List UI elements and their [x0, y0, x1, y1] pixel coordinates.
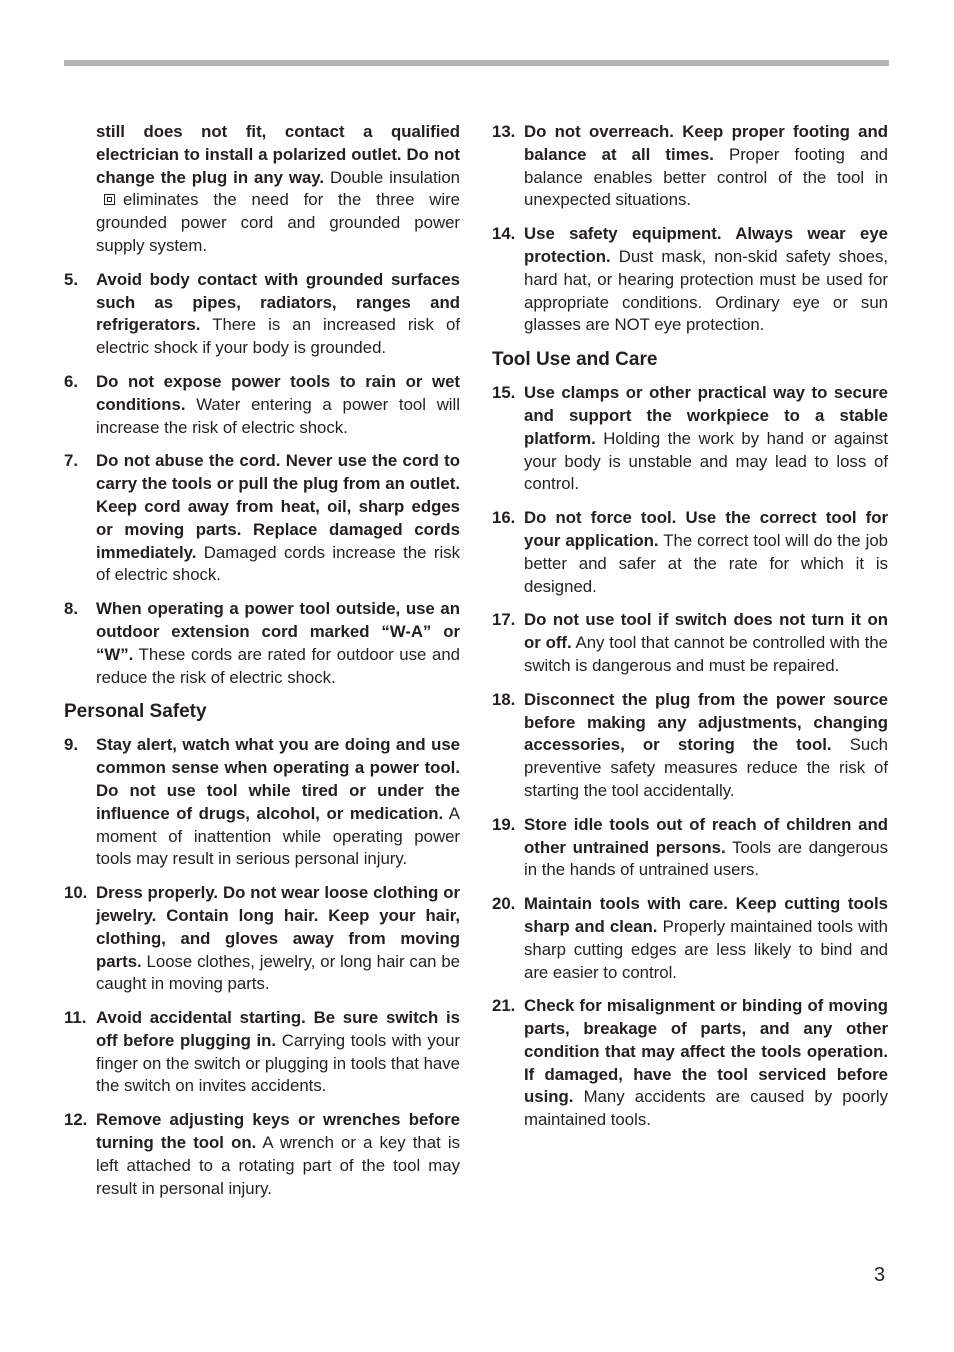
- item-bold: Check for misalignment or binding of moving parts, breakage of parts, and any other condition that may affect the tools operation. If damaged, have the tool serviced before using.: [524, 996, 888, 1107]
- item-bold: Maintain tools with care. Keep cutting tools sharp and clean.: [524, 894, 888, 936]
- continued-text-after: eliminates the need for the three wire grounded power cord and grounded power supply system.: [96, 190, 460, 255]
- item-body: [96, 734, 460, 871]
- list-item-7: [64, 450, 460, 587]
- item-number: 12.: [64, 1110, 88, 1130]
- item-number: 21.: [492, 996, 516, 1016]
- continued-item: [64, 121, 460, 258]
- item-text: These cords are rated for outdoor use and reduce the risk of electric shock.: [96, 644, 460, 687]
- page-number: 3: [874, 1264, 886, 1286]
- item-number: 15.: [492, 383, 516, 403]
- item-text: Any tool that cannot be controlled with the switch is dangerous and must be repaired.: [524, 633, 888, 675]
- item-body: [524, 223, 888, 337]
- item-text: Carrying tools with your finger on the switch or plugging in tools that have the switch on invites accidents.: [96, 1030, 460, 1096]
- item-bold: Avoid accidental starting. Be sure switch is off before plugging in.: [96, 1008, 460, 1050]
- list-item-15: [492, 382, 888, 496]
- item-body: [524, 382, 888, 496]
- list-item-12: [64, 1109, 460, 1200]
- list-item-21: [492, 995, 888, 1132]
- list-item-17: [492, 609, 888, 677]
- continued-bold: still does not fit, contact a qualified electrician to install a polarized outlet. Do not change the plug in any way.: [96, 122, 460, 187]
- item-number: 20.: [492, 894, 516, 914]
- item-number: 11.: [64, 1008, 87, 1028]
- item-body: [96, 598, 460, 689]
- item-text: Damaged cords increase the risk of electric shock.: [96, 542, 460, 585]
- item-text: Dust mask, non-skid safety shoes, hard hat, or hearing protection must be used for appropriate conditions. Ordinary eye or sun glasses are NOT eye protection.: [524, 246, 888, 335]
- item-text: Many accidents are caused by poorly maintained tools.: [524, 1087, 888, 1130]
- item-bold: Use safety equipment. Always wear eye protection.: [524, 224, 888, 266]
- item-bold: Store idle tools out of reach of children and other untrained persons.: [524, 814, 888, 857]
- list-item-11: [64, 1007, 460, 1098]
- item-bold: Stay alert, watch what you are doing and use common sense when operating a power tool. Do not use tool while tired or under the influence of drugs, alcohol, or medication.: [96, 735, 460, 823]
- item-body: [96, 269, 460, 360]
- list-item-20: [492, 893, 888, 984]
- list-item-16: [492, 507, 888, 598]
- continued-text: [96, 121, 460, 258]
- item-body: [96, 450, 460, 587]
- item-number: 5.: [64, 269, 78, 289]
- list-item-19: [492, 814, 888, 882]
- item-text: The correct tool will do the job better and safer at the rate for which it is designed.: [524, 530, 888, 596]
- list-item-14: [492, 223, 888, 337]
- item-body: [96, 882, 460, 996]
- item-body: [96, 1109, 460, 1200]
- item-text: Proper footing and balance enables better control of the tool in unexpected situations.: [524, 144, 888, 210]
- item-number: 14.: [492, 224, 516, 244]
- item-number: 9.: [64, 735, 78, 755]
- item-body: [524, 893, 888, 984]
- item-text: Loose clothes, jewelry, or long hair can be caught in moving parts.: [96, 951, 460, 994]
- item-number: 7.: [64, 451, 78, 471]
- item-bold: Use clamps or other practical way to secure and support the workpiece to a stable platform.: [524, 383, 888, 448]
- right-column: [492, 121, 888, 1143]
- item-text: Water entering a power tool will increase the risk of electric shock.: [96, 394, 460, 437]
- item-body: [524, 689, 888, 803]
- item-body: [96, 1007, 460, 1098]
- item-bold: Do not overreach. Keep proper footing and balance at all times.: [524, 122, 888, 164]
- item-number: 17.: [492, 610, 516, 630]
- item-number: 18.: [492, 689, 516, 709]
- list-item-18: [492, 689, 888, 803]
- item-bold: Do not expose power tools to rain or wet conditions.: [96, 371, 460, 414]
- item-body: [96, 371, 460, 439]
- item-text: A moment of inattention while operating power tools may result in serious personal injury.: [96, 803, 460, 869]
- item-bold: When operating a power tool outside, use an outdoor extension cord marked “W-A” or “W”.: [96, 599, 460, 664]
- double-insulation-icon: [104, 194, 115, 205]
- list-item-9: [64, 734, 460, 871]
- item-bold: Do not use tool if switch does not turn it on or off.: [524, 610, 888, 653]
- list-item-8: [64, 598, 460, 689]
- list-item-6: [64, 371, 460, 439]
- item-number: 10.: [64, 883, 88, 903]
- list-item-10: [64, 882, 460, 996]
- item-bold: Disconnect the plug from the power source before making any adjustments, changing accessories, or storing the tool.: [524, 689, 888, 755]
- section-heading-tool-use-and-care: Tool Use and Care: [492, 349, 658, 371]
- item-number: 19.: [492, 814, 516, 834]
- item-body: [524, 814, 888, 882]
- item-bold: Do not force tool. Use the correct tool for your application.: [524, 508, 888, 550]
- item-bold: Avoid body contact with grounded surfaces such as pipes, radiators, ranges and refrigerators.: [96, 269, 460, 335]
- item-text: Such preventive safety measures reduce the risk of starting the tool accidentally.: [524, 735, 888, 800]
- list-item-13: [492, 121, 888, 212]
- list-item-5: [64, 269, 460, 360]
- item-body: [524, 507, 888, 598]
- item-body: [524, 609, 888, 677]
- item-number: 6.: [64, 371, 78, 391]
- continued-text-before: Double insulation: [324, 167, 460, 187]
- left-column: [64, 121, 460, 1211]
- top-rule: [64, 60, 889, 66]
- item-text: There is an increased risk of electric shock if your body is grounded.: [96, 315, 460, 358]
- item-text: Holding the work by hand or against your body is unstable and may lead to loss of control.: [524, 428, 888, 494]
- item-number: 13.: [492, 122, 516, 141]
- item-text: A wrench or a key that is left attached to a rotating part of the tool may result in personal injury.: [96, 1133, 460, 1198]
- item-body: [524, 995, 888, 1132]
- item-number: 8.: [64, 599, 78, 619]
- item-text: Properly maintained tools with sharp cutting edges are less likely to bind and are easier to control.: [524, 916, 888, 982]
- item-bold: Do not abuse the cord. Never use the cord to carry the tools or pull the plug from an outlet. Keep cord away from heat, oil, sharp edges or moving parts. Replace damaged cords immediately.: [96, 451, 460, 562]
- item-text: Tools are dangerous in the hands of untrained users.: [524, 837, 889, 880]
- section-heading-personal-safety: Personal Safety: [64, 701, 207, 723]
- item-body: [524, 121, 888, 212]
- item-bold: Dress properly. Do not wear loose clothing or jewelry. Contain long hair. Keep your hair, clothing, and gloves away from moving parts.: [96, 883, 460, 971]
- item-number: 16.: [492, 508, 516, 528]
- item-bold: Remove adjusting keys or wrenches before turning the tool on.: [96, 1110, 460, 1153]
